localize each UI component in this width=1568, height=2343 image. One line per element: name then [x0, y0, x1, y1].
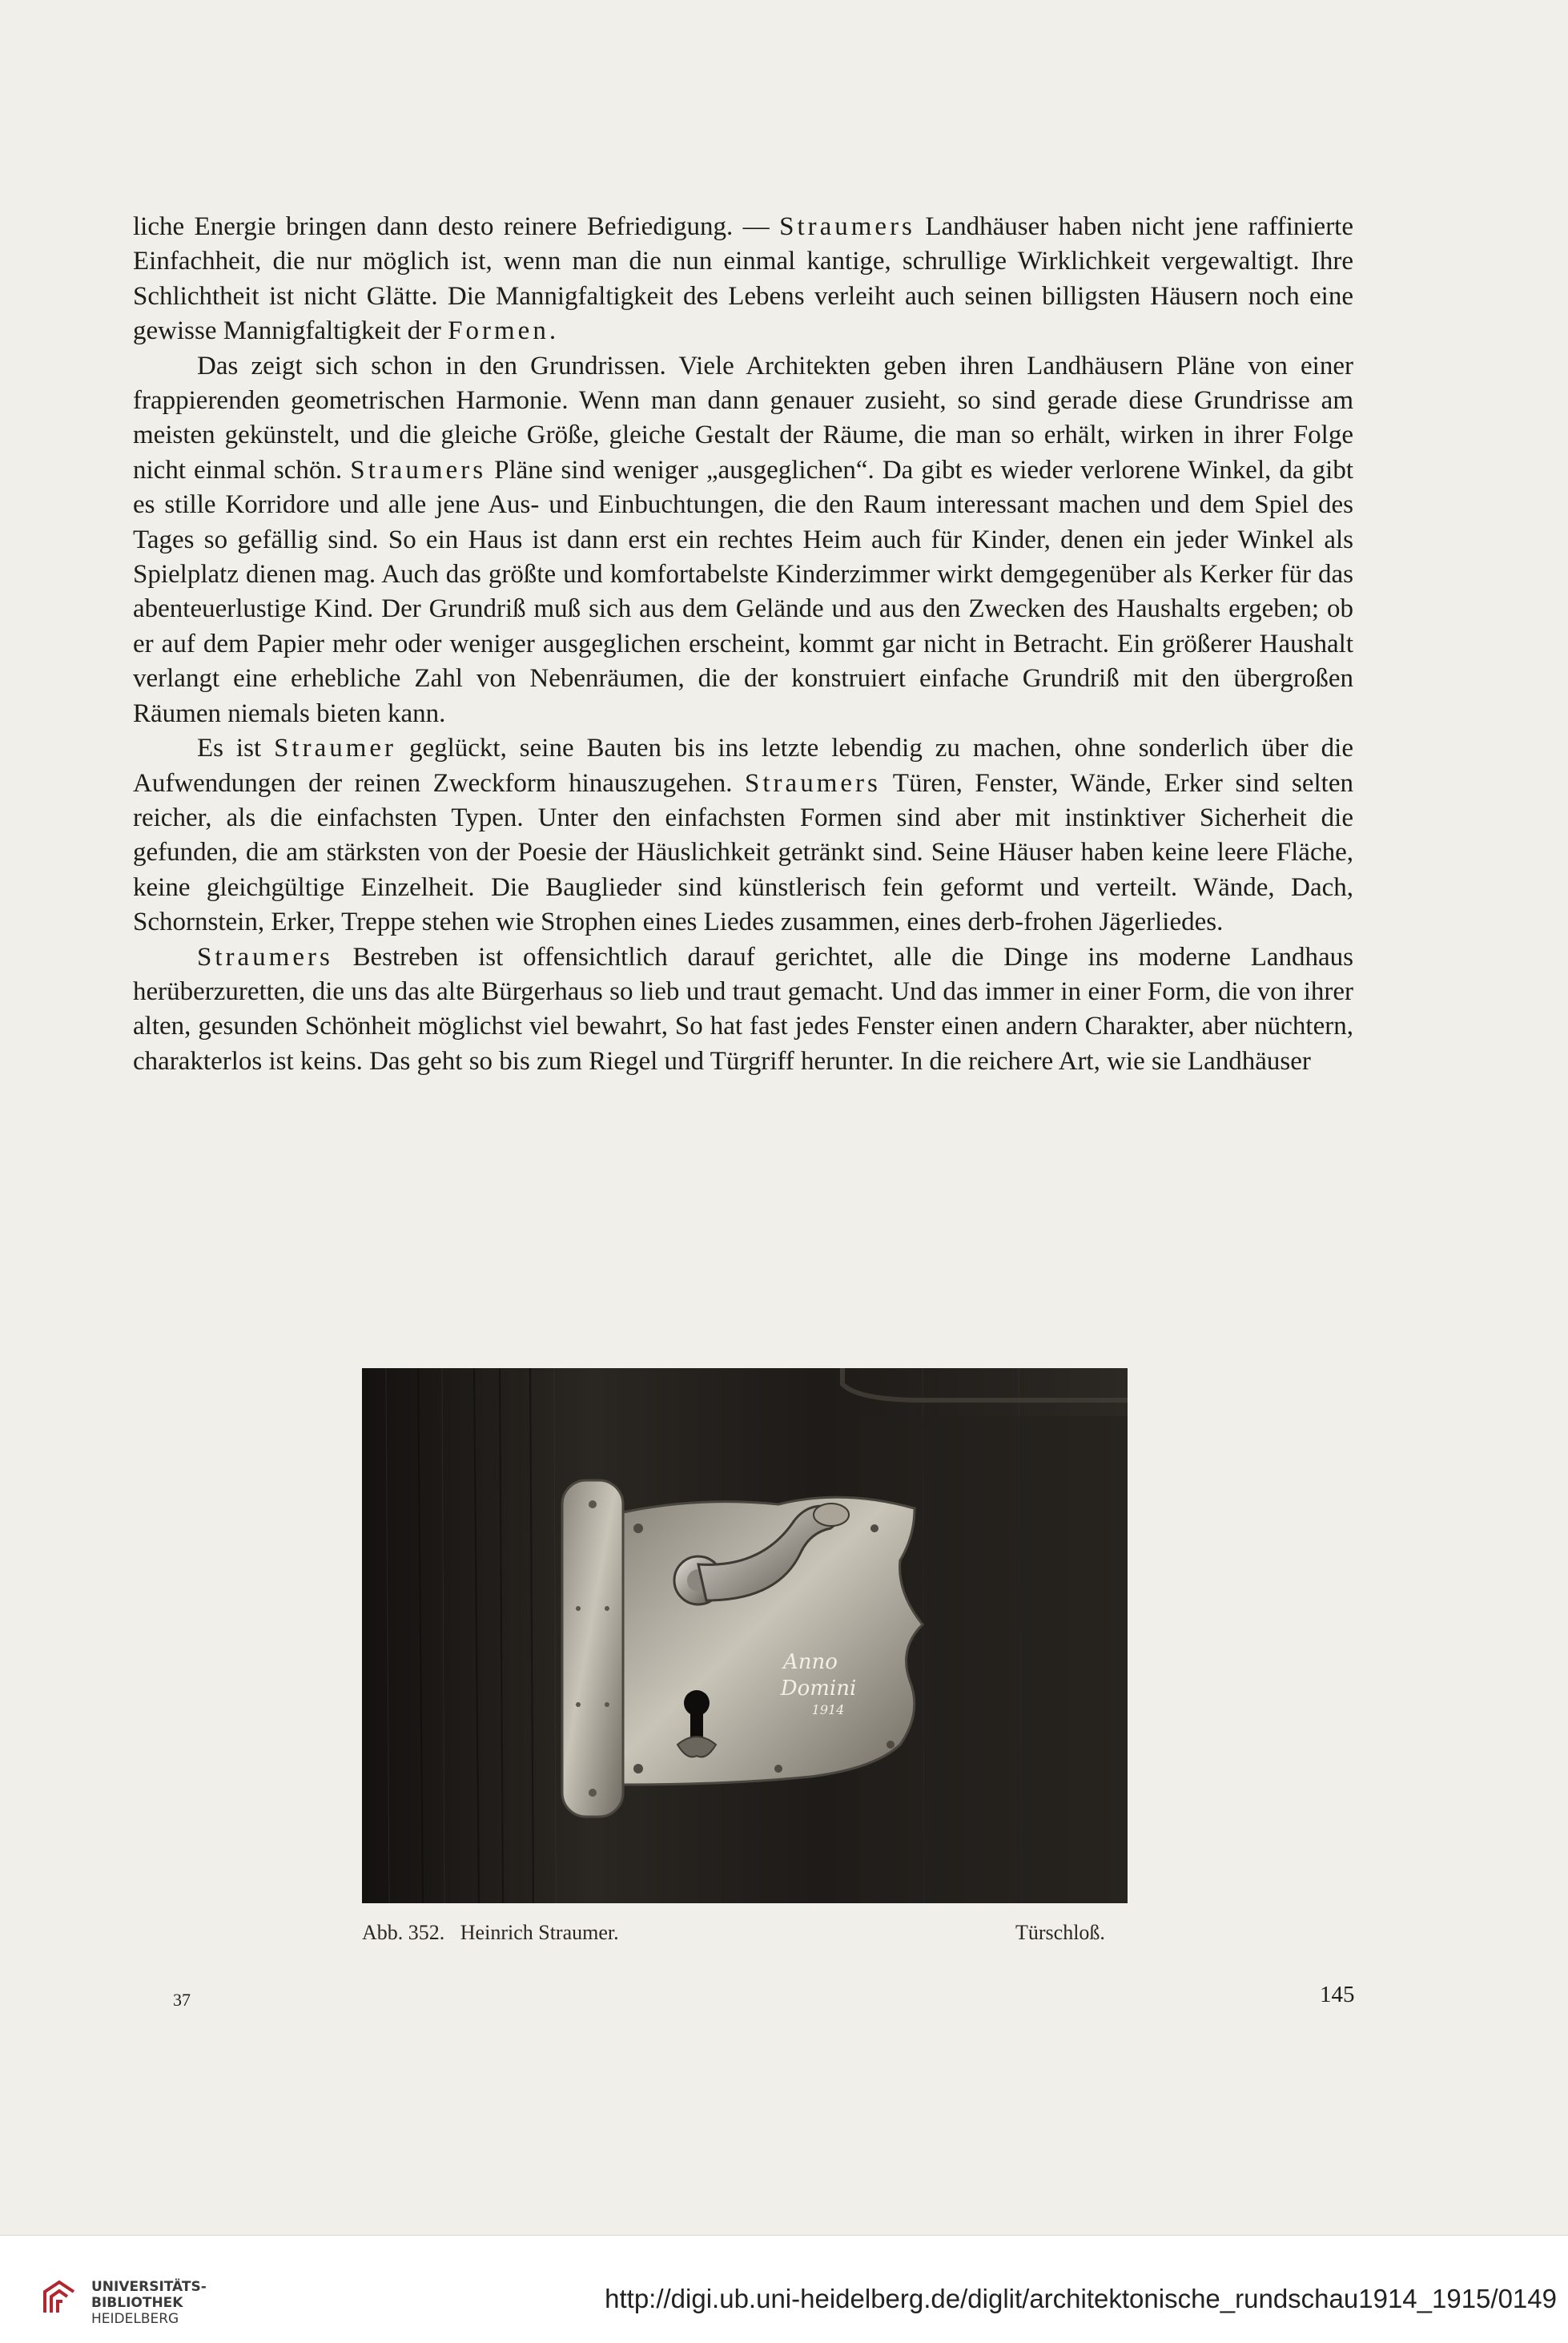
library-logo-icon [38, 2277, 80, 2319]
page-number: 145 [1320, 1982, 1355, 2007]
spaced-name: Straumer [274, 734, 397, 763]
text-run: Das zeigt sich schon in den Grundrissen. Viele Architekten geben ihren Landhäusern Pläne von einer frappierenden geometrischen Harmonie. Wenn man dann genauer zusieht, so sind gerade diese Grundrisse am meisten gekünstelt, und die gleiche Größe, gleiche Gestalt der Räume, die man so erhält, wirken in ihrer Folge nicht einmal schön. [133, 351, 1353, 485]
spaced-name: Formen. [448, 316, 560, 346]
body-text [133, 210, 1353, 1079]
paragraph [133, 210, 1353, 349]
text-run: Pläne sind weniger „ausgeglichen“. Da gibt es wieder verlorene Winkel, da gibt es stille Korridore und alle jene Aus- und Einbuchtungen, die den Raum interessant machen und dem Spiel des Tages so gefällig sind. So ein Haus ist dann erst ein rechtes Heim auch für Kinder, denen ein jeder Winkel als Spielplatz dienen mag. Auch das größte und komfortabelste Kinderzimmer wirkt demgegenüber als Kerker für das abenteuerlustige Kind. Der Grundriß muß sich aus dem Gelände und aus den Zwecken des Haushalts ergeben; ob er auf dem Papier mehr oder weniger ausgeglichen erscheint, kommt gar nicht in Betracht. Ein größerer Haushalt verlangt eine erhebliche Zahl von Nebenräumen, die der konstruiert einfache Grundriß mit den übergroßen Räumen niemals bieten kann. [133, 455, 1353, 728]
engraving-line-2: Domini [780, 1677, 857, 1701]
paragraph [133, 940, 1353, 1080]
paragraph [133, 349, 1353, 731]
library-line-3: HEIDELBERG [91, 2311, 179, 2327]
permalink-url[interactable]: http://digi.ub.uni-heidelberg.de/diglit/architektonische_rundschau1914_1915/0149 [605, 2284, 1557, 2313]
spaced-name: Straumers [779, 212, 915, 241]
text-run: liche Energie bringen dann desto reinere Befriedigung. — [133, 212, 780, 241]
text-run: Es ist [197, 734, 275, 763]
signature-mark: 37 [173, 1990, 191, 2010]
spaced-name: Straumers [197, 942, 333, 972]
engraving-line-1: Anno [783, 1650, 838, 1674]
engraving-line-3: 1914 [811, 1702, 845, 1717]
spaced-name: Straumers [745, 768, 881, 798]
library-line-1: UNIVERSITÄTS- [91, 2279, 207, 2295]
door-lock-photograph [362, 1368, 1128, 1903]
paragraph [133, 731, 1353, 940]
library-footer [0, 2235, 1568, 2343]
spaced-name: Straumers [350, 455, 487, 485]
library-name [91, 2279, 207, 2327]
library-line-2: BIBLIOTHEK [91, 2295, 183, 2311]
text-run: geglückt, seine Bauten bis ins letzte lebendig zu machen, ohne sonderlich über die Aufwendungen der reinen Zweckform hinauszugehen. [133, 734, 1354, 798]
text-run: Türen, Fenster, Wände, Erker sind selten reicher, als die einfachsten Typen. Unter den einfachsten Formen sind aber mit instinktiver Sicherheit die gefunden, die am stärksten von der Poesie der Häuslichkeit getränkt sind. Seine Häuser haben keine leere Fläche, keine gleichgültige Einzelheit. Die Bauglieder sind künstlerisch fein geformt und verteilt. Wände, Dach, Schornstein, Erker, Treppe stehen wie Strophen eines Liedes zusammen, eines derb-frohen Jägerliedes. [133, 768, 1353, 937]
text-run: Landhäuser haben nicht jene raffinierte Einfachheit, die nur möglich ist, wenn man die nun einmal kantige, schrullige Wirklichkeit vergewaltigt. Ihre Schlichtheit ist nicht Glätte. Die Mannigfaltigkeit des Lebens verleiht auch seinen billigsten Häusern noch eine gewisse Mannigfaltigkeit der [133, 212, 1353, 346]
figure-caption: Abb. 352. Heinrich Straumer. [362, 1921, 619, 1944]
text-run: Bestreben ist offensichtlich darauf gerichtet, alle die Dinge ins moderne Landhaus herüberzuretten, die uns das alte Bürgerhaus so lieb und traut gemacht. Und das immer in einer Form, die von ihrer alten, gesunden Schönheit möglichst viel bewahrt, So hat fast jedes Fenster einen andern Charakter, aber nüchtern, charakterlos ist keins. Das geht so bis zum Riegel und Türgriff herunter. In die reichere Art, wie sie Landhäuser [133, 942, 1353, 1076]
figure-caption-title: Türschloß. [1015, 1921, 1105, 1944]
